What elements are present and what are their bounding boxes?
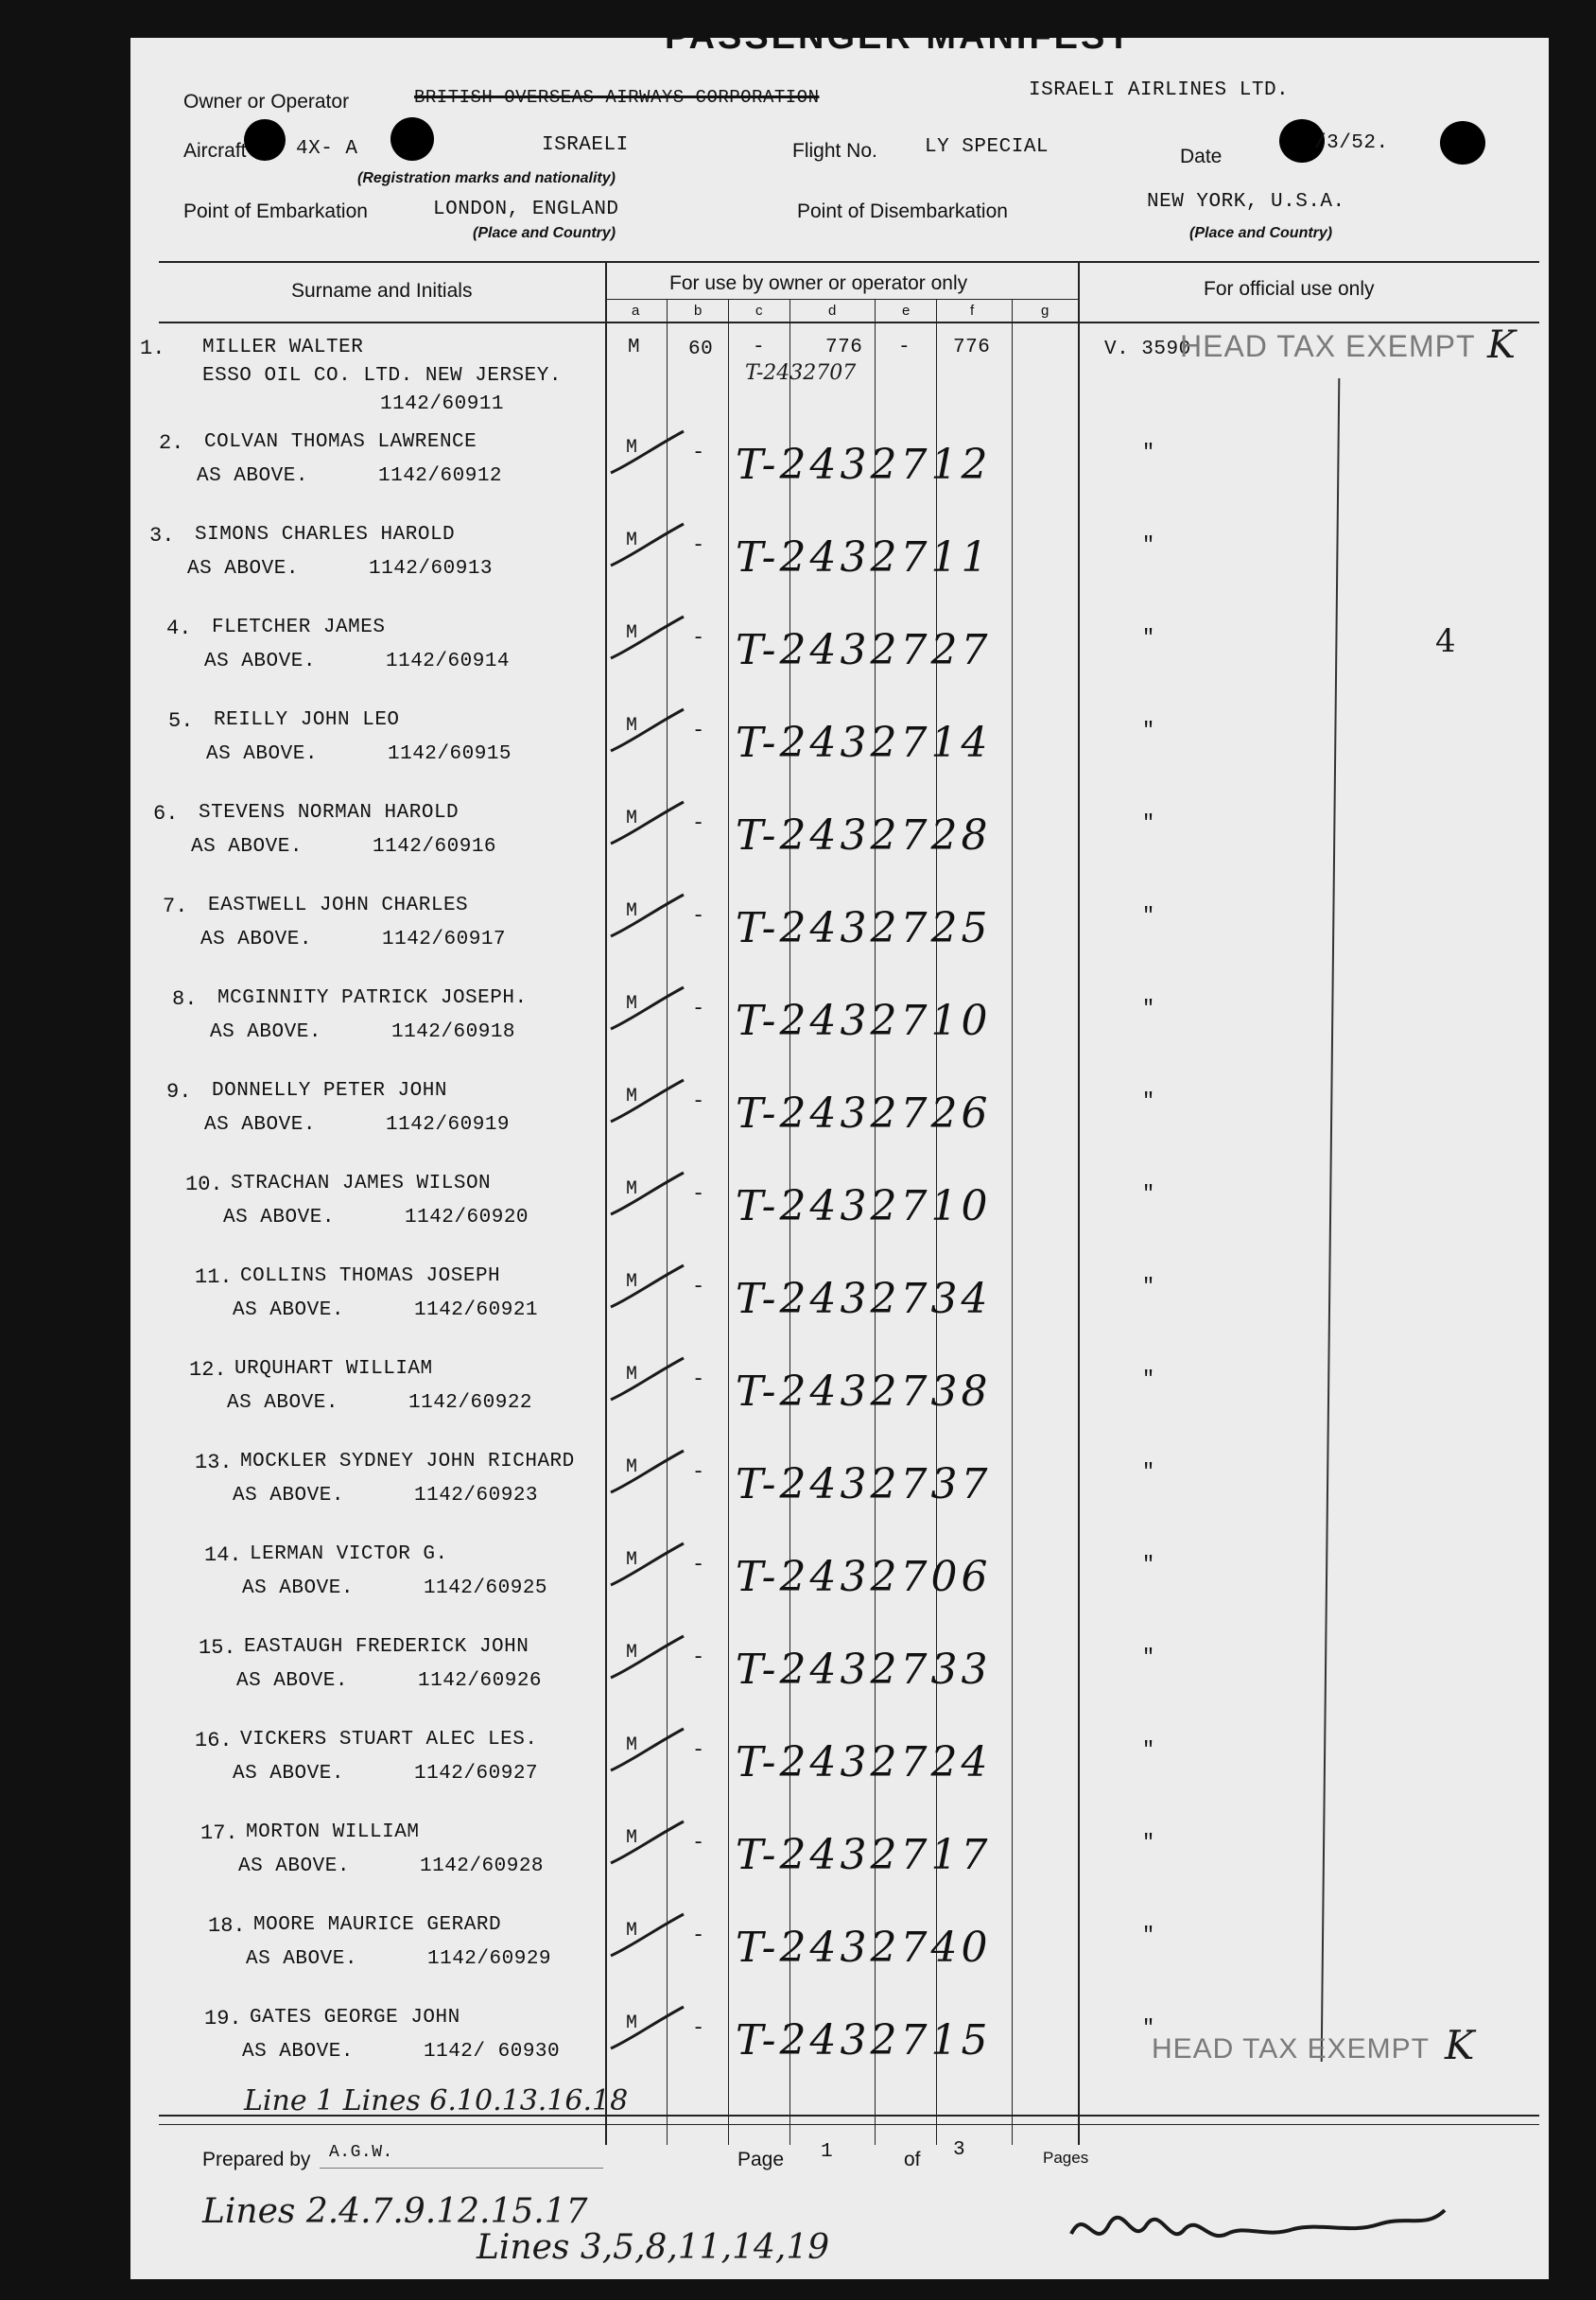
ticket-number: T-2432726 [736, 1089, 992, 1138]
ticket-number: T-2432734 [736, 1275, 992, 1323]
row-number: 11. [195, 1265, 233, 1289]
ticket-number: T-2432740 [736, 1924, 992, 1972]
passenger-employer: AS ABOVE. [242, 2041, 354, 2063]
ticket-number: T-2432715 [736, 2016, 992, 2065]
row-number: 15. [199, 1636, 236, 1660]
sex-value: M [626, 808, 638, 829]
redaction-mark [244, 119, 286, 161]
check-mark [603, 1908, 688, 1965]
row-number: 9. [166, 1080, 192, 1104]
table-row [130, 1071, 1549, 1161]
sex-value: M [626, 1271, 638, 1293]
col-b-value: - [692, 811, 705, 835]
operator-column-header: For use by owner or operator only [669, 272, 968, 294]
redaction-mark [1440, 121, 1485, 165]
check-mark [603, 796, 688, 853]
passenger-employer: AS ABOVE. [191, 836, 303, 858]
check-mark [603, 518, 688, 575]
table-row [130, 1256, 1549, 1347]
passenger-ref: 1142/60925 [424, 1577, 548, 1599]
passenger-name: COLLINS THOMAS JOSEPH [240, 1265, 501, 1287]
sex-value: M [626, 530, 638, 551]
row-number: 12. [189, 1358, 227, 1382]
prepared-by-label: Prepared by [202, 2149, 311, 2170]
flight-label: Flight No. [792, 140, 877, 162]
owner-value: ISRAELI AIRLINES LTD. [1029, 79, 1290, 101]
passenger-name: VICKERS STUART ALEC LES. [240, 1729, 538, 1751]
ticket-number: T-2432710 [736, 1182, 992, 1230]
subcol-e: e [902, 303, 911, 319]
table-row [130, 793, 1549, 883]
ticket-number: T-2432712 [736, 441, 992, 489]
col-b-value: - [692, 1831, 705, 1855]
col-f-value: 776 [953, 337, 991, 358]
handwritten-note: Lines 2.4.7.9.12.15.17 [202, 2192, 588, 2231]
of-value: 3 [953, 2139, 966, 2161]
embarkation-label: Point of Embarkation [183, 200, 368, 222]
col-b-value: - [692, 997, 705, 1020]
passenger-name: LERMAN VICTOR G. [250, 1543, 448, 1565]
table-bottom-border [159, 2124, 1539, 2125]
official-ditto: " [1142, 719, 1155, 742]
official-ditto: " [1142, 811, 1155, 835]
check-mark [603, 1723, 688, 1780]
ticket-number: T-2432737 [736, 1460, 992, 1508]
sex-value: M [626, 2012, 638, 2034]
passenger-name: EASTWELL JOHN CHARLES [208, 895, 469, 916]
passenger-name: MORTON WILLIAM [246, 1821, 420, 1843]
passenger-employer: AS ABOVE. [204, 1114, 316, 1136]
prepared-by-value: A.G.W. [329, 2143, 393, 2162]
passenger-employer: AS ABOVE. [236, 1670, 348, 1692]
table-top-border [159, 261, 1539, 263]
official-ditto: " [1142, 1368, 1155, 1391]
check-mark [603, 982, 688, 1038]
col-b-value: - [692, 626, 705, 650]
official-column-header: For official use only [1204, 278, 1375, 300]
sex-value: M [626, 1642, 638, 1664]
sex-value: M [626, 1549, 638, 1571]
col-b-value: - [692, 1646, 705, 1669]
sex-value: M [626, 715, 638, 737]
passenger-name: MOCKLER SYDNEY JOHN RICHARD [240, 1451, 575, 1472]
passenger-ref: 1142/60911 [380, 393, 505, 415]
document-title: PASSENGER MANIFEST [665, 17, 1133, 57]
sex-value: M [626, 1734, 638, 1756]
subcol-b: b [694, 303, 703, 319]
col-e-value: - [898, 337, 911, 358]
passenger-name: DONNELLY PETER JOHN [212, 1080, 447, 1102]
col-b-value: - [692, 1089, 705, 1113]
row-number: 7. [163, 895, 188, 918]
passenger-employer: AS ABOVE. [233, 1485, 344, 1507]
embarkation-value: LONDON, ENGLAND [433, 199, 619, 220]
aircraft-nationality: ISRAELI [542, 134, 629, 156]
passenger-employer: ESSO OIL CO. LTD. NEW JERSEY. [202, 365, 562, 387]
check-mark [603, 889, 688, 946]
table-row [130, 1905, 1549, 1995]
sex-value: M [626, 993, 638, 1015]
passenger-ref: 1142/60922 [408, 1392, 533, 1414]
check-mark [603, 2001, 688, 2058]
official-ditto: " [1142, 1089, 1155, 1113]
official-ditto: " [1142, 1460, 1155, 1484]
ticket-number: T-2432738 [736, 1368, 992, 1416]
passenger-employer: AS ABOVE. [233, 1299, 344, 1321]
table-row [130, 1812, 1549, 1903]
col-c-value: - [753, 337, 766, 358]
sex-value: M [626, 1827, 638, 1849]
row-number: 8. [172, 987, 198, 1011]
passenger-employer: AS ABOVE. [200, 929, 312, 950]
check-mark [603, 1816, 688, 1873]
sex-value: M [626, 900, 638, 922]
col-b-value: - [692, 2016, 705, 2040]
ticket-number: T-2432706 [736, 1553, 992, 1601]
col-b-value: - [692, 904, 705, 928]
row-number: 5. [168, 709, 194, 733]
row-number: 18. [208, 1914, 246, 1938]
head-tax-stamp: HEAD TAX EXEMPT [1152, 2033, 1430, 2065]
passenger-name: MILLER WALTER [202, 337, 364, 358]
passenger-ref: 1142/60915 [388, 743, 512, 765]
col-b-value: - [692, 1275, 705, 1298]
sex-value: M [626, 1178, 638, 1200]
owner-struck-value: BRITISH OVERSEAS AIRWAYS CORPORATION [414, 87, 820, 108]
ticket-number: T-2432733 [736, 1646, 992, 1694]
passenger-ref: 1142/60926 [418, 1670, 543, 1692]
row-number: 2. [159, 431, 184, 455]
table-row [130, 1349, 1549, 1439]
official-ditto: " [1142, 904, 1155, 928]
passenger-ref: 1142/ 60930 [424, 2041, 561, 2063]
passenger-name: MOORE MAURICE GERARD [253, 1914, 502, 1936]
official-ditto: " [1142, 626, 1155, 650]
ticket-number: T-2432711 [736, 533, 992, 582]
aircraft-caption: (Registration marks and nationality) [357, 170, 616, 186]
manifest-sheet [130, 17, 1549, 2279]
check-mark [603, 1352, 688, 1409]
pages-label: Pages [1043, 2149, 1089, 2167]
passenger-name: URQUHART WILLIAM [234, 1358, 433, 1380]
table-row [130, 1163, 1549, 1254]
official-ditto: " [1142, 1738, 1155, 1762]
check-mark [603, 426, 688, 482]
official-ditto: " [1142, 1831, 1155, 1855]
check-mark [603, 1630, 688, 1687]
passenger-name: SIMONS CHARLES HAROLD [195, 524, 456, 546]
sex-value: M [626, 1456, 638, 1478]
passenger-ref: 1142/60913 [369, 558, 494, 580]
col-b-value: - [692, 719, 705, 742]
official-ditto: " [1142, 1553, 1155, 1577]
handwritten-signature [1067, 2196, 1464, 2262]
redaction-mark [390, 117, 434, 161]
passenger-employer: AS ABOVE. [233, 1763, 344, 1785]
ticket-number: T-2432728 [736, 811, 992, 860]
page-label: Page [737, 2149, 785, 2170]
date-value: /3/52. [1314, 132, 1389, 154]
official-value: V. 3590 [1104, 339, 1191, 360]
subcol-f: f [970, 303, 975, 319]
prepared-by-rule [320, 2168, 603, 2169]
row-number: 1. [140, 337, 165, 360]
passenger-employer: AS ABOVE. [187, 558, 299, 580]
passenger-ref: 1142/60919 [386, 1114, 511, 1136]
official-ditto: " [1142, 1275, 1155, 1298]
table-row [130, 978, 1549, 1069]
sex-value: M [628, 337, 641, 358]
row-number: 16. [195, 1729, 233, 1752]
col-b-value: - [692, 1460, 705, 1484]
subcol-d: d [828, 303, 837, 319]
sex-value: M [626, 1086, 638, 1107]
table-row [130, 1627, 1549, 1717]
table-row [130, 1719, 1549, 1810]
sex-value: M [626, 437, 638, 459]
table-row [130, 1534, 1549, 1625]
sex-value: M [626, 622, 638, 644]
passenger-ref: 1142/60916 [373, 836, 497, 858]
disembarkation-caption: (Place and Country) [1189, 225, 1333, 241]
row-number: 4. [166, 617, 192, 640]
ticket-number: T-2432710 [736, 997, 992, 1045]
disembarkation-label: Point of Disembarkation [797, 200, 1008, 222]
passenger-name: STEVENS NORMAN HAROLD [199, 802, 460, 824]
subcol-a: a [632, 303, 640, 319]
table-header-border [159, 322, 1539, 323]
passenger-name: STRACHAN JAMES WILSON [231, 1173, 492, 1194]
official-ditto: " [1142, 441, 1155, 464]
col-b-value: - [692, 441, 705, 464]
subcol-g: g [1041, 303, 1050, 319]
col-b-value: - [692, 1368, 705, 1391]
owner-label: Owner or Operator [183, 91, 350, 113]
row-number: 3. [149, 524, 175, 548]
row-number: 6. [153, 802, 179, 826]
date-label: Date [1180, 146, 1223, 167]
sex-value: M [626, 1920, 638, 1942]
passenger-employer: AS ABOVE. [238, 1856, 350, 1877]
page-value: 1 [821, 2141, 834, 2163]
embarkation-caption: (Place and Country) [473, 225, 616, 241]
col-b-value: - [692, 1182, 705, 1206]
check-mark [603, 704, 688, 760]
passenger-ref: 1142/60927 [414, 1763, 539, 1785]
name-column-header: Surname and Initials [291, 280, 473, 302]
check-mark [603, 1445, 688, 1502]
passenger-ref: 1142/60917 [382, 929, 507, 950]
official-ditto: " [1142, 997, 1155, 1020]
subcol-c: c [755, 303, 763, 319]
passenger-ref: 1142/60928 [420, 1856, 545, 1877]
stamp-initial: K [1445, 2022, 1475, 2068]
passenger-name: REILLY JOHN LEO [214, 709, 400, 731]
col-b-value: - [692, 533, 705, 557]
passenger-name: COLVAN THOMAS LAWRENCE [204, 431, 477, 453]
check-mark [603, 1260, 688, 1316]
table-row [130, 323, 1549, 418]
check-mark [603, 1538, 688, 1594]
flight-value: LY SPECIAL [925, 136, 1050, 158]
official-ditto: " [1142, 1646, 1155, 1669]
of-label: of [904, 2149, 921, 2170]
row-number: 17. [200, 1821, 238, 1845]
passenger-employer: AS ABOVE. [227, 1392, 338, 1414]
handwritten-note: Lines 3,5,8,11,14,19 [477, 2228, 830, 2267]
handwritten-line-notes: Line 1 Lines 6.10.13.16.18 [244, 2084, 629, 2117]
ticket-number: T-2432717 [736, 1831, 992, 1879]
passenger-ref: 1142/60920 [405, 1207, 529, 1228]
col-b-value: - [692, 1553, 705, 1577]
check-mark [603, 611, 688, 668]
table-row [130, 885, 1549, 976]
row-number: 19. [204, 2007, 242, 2030]
official-ditto: " [1142, 1182, 1155, 1206]
check-mark [603, 1074, 688, 1131]
passenger-ref: 1142/60923 [414, 1485, 539, 1507]
ticket-number: T-2432714 [736, 719, 992, 767]
ticket-number: T-2432707 [745, 361, 857, 385]
subcol-header-border [605, 299, 1078, 300]
aircraft-label: Aircraft [183, 140, 247, 162]
passenger-employer: AS ABOVE. [246, 1948, 357, 1970]
ticket-number: T-2432727 [736, 626, 992, 674]
passenger-employer: AS ABOVE. [206, 743, 318, 765]
passenger-ref: 1142/60912 [378, 465, 503, 487]
check-mark [603, 1167, 688, 1224]
passenger-employer: AS ABOVE. [210, 1021, 321, 1043]
aircraft-registration: 4X- A [296, 138, 358, 160]
sex-value: M [626, 1364, 638, 1385]
col-b-value: - [692, 1924, 705, 1947]
passenger-employer: AS ABOVE. [242, 1577, 354, 1599]
passenger-ref: 1142/60914 [386, 651, 511, 672]
official-ditto: " [1142, 533, 1155, 557]
disembarkation-value: NEW YORK, U.S.A. [1147, 191, 1345, 213]
col-d-value: 776 [825, 337, 863, 358]
passenger-employer: AS ABOVE. [204, 651, 316, 672]
ticket-number: T-2432725 [736, 904, 992, 952]
col-b-value: - [692, 1738, 705, 1762]
passenger-ref: 1142/60918 [391, 1021, 516, 1043]
passenger-name: GATES GEORGE JOHN [250, 2007, 460, 2029]
ticket-number: T-2432724 [736, 1738, 992, 1786]
col-b-value: 60 [688, 339, 714, 360]
passenger-ref: 1142/60921 [414, 1299, 539, 1321]
passenger-name: FLETCHER JAMES [212, 617, 386, 638]
official-ditto: " [1142, 1924, 1155, 1947]
passenger-employer: AS ABOVE. [223, 1207, 335, 1228]
row-number: 13. [195, 1451, 233, 1474]
passenger-name: EASTAUGH FREDERICK JOHN [244, 1636, 529, 1658]
stamp-initial: K [1487, 323, 1516, 367]
head-tax-stamp: HEAD TAX EXEMPT [1180, 329, 1476, 363]
margin-note: 4 [1435, 622, 1456, 660]
official-ditto: " [1142, 2016, 1155, 2040]
passenger-ref: 1142/60929 [427, 1948, 552, 1970]
table-row [130, 1441, 1549, 1532]
passenger-name: MCGINNITY PATRICK JOSEPH. [217, 987, 528, 1009]
passenger-employer: AS ABOVE. [197, 465, 308, 487]
row-number: 10. [185, 1173, 223, 1196]
row-number: 14. [204, 1543, 242, 1567]
